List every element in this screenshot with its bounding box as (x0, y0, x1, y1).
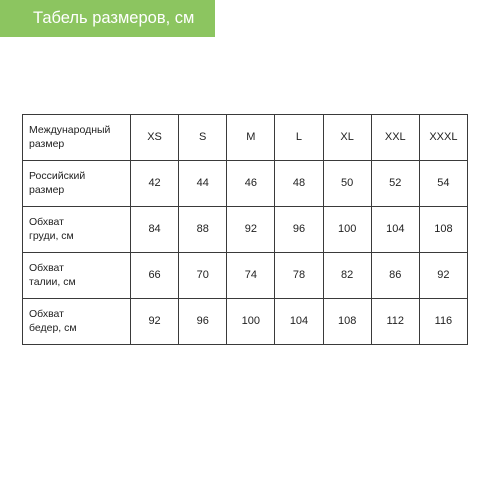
table-row (23, 299, 468, 345)
table-cell: XXL (371, 115, 419, 161)
table-cell: 74 (227, 253, 275, 299)
table-cell: 78 (275, 253, 323, 299)
table-cell: 104 (371, 207, 419, 253)
row-label: Обхват груди, см (23, 207, 131, 253)
table-cell: 48 (275, 161, 323, 207)
table-cell: L (275, 115, 323, 161)
table-cell: 96 (179, 299, 227, 345)
table-cell: 54 (419, 161, 467, 207)
table-cell: 108 (323, 299, 371, 345)
table-row (23, 253, 468, 299)
table-cell: 84 (131, 207, 179, 253)
title-banner (0, 0, 215, 37)
table-cell: S (179, 115, 227, 161)
table-cell: 42 (131, 161, 179, 207)
table-row (23, 207, 468, 253)
table-cell: 108 (419, 207, 467, 253)
table-cell: 50 (323, 161, 371, 207)
table-cell: 116 (419, 299, 467, 345)
row-label: Российский размер (23, 161, 131, 207)
table-cell: 46 (227, 161, 275, 207)
table-cell: 66 (131, 253, 179, 299)
table-cell: 100 (227, 299, 275, 345)
row-label: Обхват талии, см (23, 253, 131, 299)
table-cell: 86 (371, 253, 419, 299)
page-title: Табель размеров, см (33, 9, 195, 27)
table-row (23, 115, 468, 161)
table-cell: 52 (371, 161, 419, 207)
table-cell: 92 (227, 207, 275, 253)
table-cell: XS (131, 115, 179, 161)
table-cell: M (227, 115, 275, 161)
table-cell: 104 (275, 299, 323, 345)
table-cell: 88 (179, 207, 227, 253)
table-cell: 112 (371, 299, 419, 345)
table-cell: 96 (275, 207, 323, 253)
table-cell: XXXL (419, 115, 467, 161)
table-cell: 70 (179, 253, 227, 299)
row-label: Международный размер (23, 115, 131, 161)
table-cell: XL (323, 115, 371, 161)
table-cell: 92 (131, 299, 179, 345)
size-chart-body (23, 115, 468, 345)
table-row (23, 161, 468, 207)
table-cell: 92 (419, 253, 467, 299)
table-cell: 44 (179, 161, 227, 207)
row-label: Обхват бедер, см (23, 299, 131, 345)
table-cell: 100 (323, 207, 371, 253)
size-chart-table (22, 114, 468, 345)
table-cell: 82 (323, 253, 371, 299)
